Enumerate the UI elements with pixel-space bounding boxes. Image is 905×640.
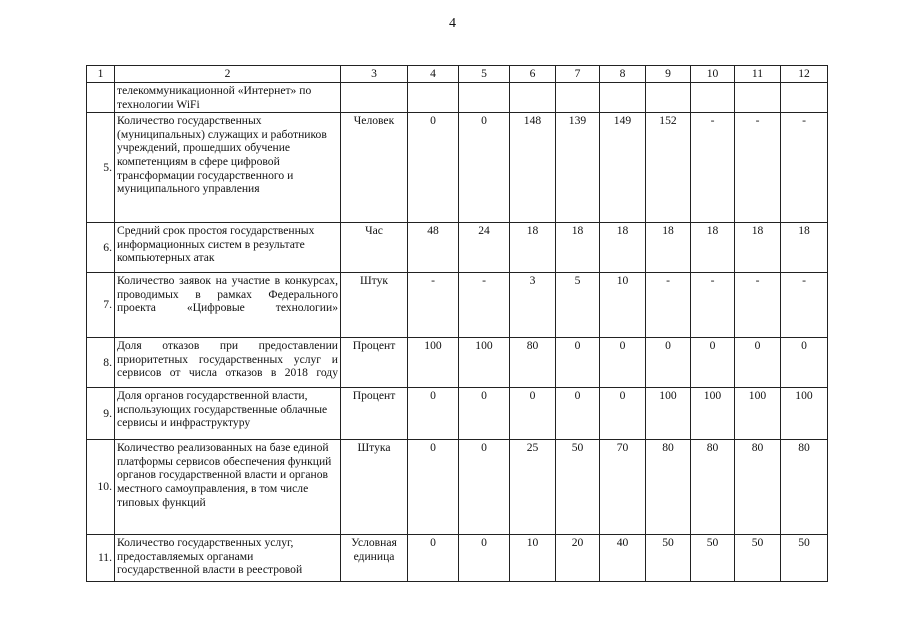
value-cell: 0 — [459, 440, 510, 535]
unit-cell: Условная единица — [341, 535, 408, 582]
column-header: 1 — [87, 66, 115, 83]
value-cell: - — [691, 113, 735, 223]
value-cell: 50 — [735, 535, 781, 582]
unit-cell: Человек — [341, 113, 408, 223]
value-cell: - — [781, 113, 828, 223]
value-cell: 18 — [510, 223, 556, 273]
value-cell: 10 — [600, 273, 646, 338]
value-cell: 80 — [781, 440, 828, 535]
header-row — [87, 66, 828, 83]
indicator-name: Количество государственных услуг, предоставляемых органами государственной власти в реестровой — [115, 535, 341, 582]
table-row — [87, 273, 828, 338]
column-header: 11 — [735, 66, 781, 83]
value-cell: 148 — [510, 113, 556, 223]
column-header: 3 — [341, 66, 408, 83]
unit-cell: Час — [341, 223, 408, 273]
value-cell: 0 — [646, 338, 691, 388]
unit-cell: Процент — [341, 338, 408, 388]
value-cell: 18 — [600, 223, 646, 273]
row-number: 6. — [87, 223, 115, 273]
value-cell: 100 — [781, 388, 828, 440]
unit-cell: Штук — [341, 273, 408, 338]
value-cell — [600, 83, 646, 113]
value-cell: 18 — [691, 223, 735, 273]
value-cell: - — [735, 273, 781, 338]
value-cell — [735, 83, 781, 113]
unit-cell: Штука — [341, 440, 408, 535]
column-header: 7 — [556, 66, 600, 83]
value-cell — [556, 83, 600, 113]
value-cell: - — [691, 273, 735, 338]
column-header: 6 — [510, 66, 556, 83]
value-cell — [459, 83, 510, 113]
value-cell: 0 — [459, 113, 510, 223]
value-cell: 80 — [735, 440, 781, 535]
value-cell: 25 — [510, 440, 556, 535]
value-cell: 0 — [408, 535, 459, 582]
value-cell: 100 — [459, 338, 510, 388]
row-number: 5. — [87, 113, 115, 223]
indicator-name: Количество реализованных на базе единой платформы сервисов обеспечения функций органов государственной власти и органов местного самоуправления, в том числе типовых функций — [115, 440, 341, 535]
value-cell: 50 — [646, 535, 691, 582]
value-cell: 48 — [408, 223, 459, 273]
column-header: 8 — [600, 66, 646, 83]
value-cell — [408, 83, 459, 113]
value-cell: 0 — [600, 338, 646, 388]
value-cell: 5 — [556, 273, 600, 338]
value-cell: 100 — [646, 388, 691, 440]
indicator-name: Количество государственных (муниципальных) служащих и работников учреждений, прошедших обучение компетенциям в сфере цифровой трансформации государственного и муниципального управления — [115, 113, 341, 223]
value-cell: 18 — [735, 223, 781, 273]
indicator-name: Количество заявок на участие в конкурсах, проводимых в рамках Федерального проекта «Цифровые технологии» — [115, 273, 341, 338]
value-cell: - — [646, 273, 691, 338]
indicator-name: телекоммуникационной «Интернет» по технологии WiFi — [115, 83, 341, 113]
value-cell: 50 — [781, 535, 828, 582]
column-header: 4 — [408, 66, 459, 83]
column-header: 10 — [691, 66, 735, 83]
value-cell: 0 — [408, 113, 459, 223]
page-number: 4 — [449, 16, 456, 31]
value-cell: - — [781, 273, 828, 338]
value-cell: 80 — [510, 338, 556, 388]
value-cell: 0 — [408, 388, 459, 440]
unit-cell: Процент — [341, 388, 408, 440]
table-row — [87, 338, 828, 388]
value-cell: 18 — [781, 223, 828, 273]
value-cell: 20 — [556, 535, 600, 582]
value-cell: 18 — [646, 223, 691, 273]
value-cell: 0 — [781, 338, 828, 388]
row-number: 8. — [87, 338, 115, 388]
row-number: 11. — [87, 535, 115, 582]
value-cell: 0 — [459, 535, 510, 582]
indicators-table — [86, 65, 828, 582]
indicator-name: Средний срок простоя государственных информационных систем в результате компьютерных атак — [115, 223, 341, 273]
row-number: 10. — [87, 440, 115, 535]
table-row — [87, 83, 828, 113]
value-cell — [781, 83, 828, 113]
value-cell: 70 — [600, 440, 646, 535]
value-cell: 3 — [510, 273, 556, 338]
value-cell: 80 — [646, 440, 691, 535]
column-header: 12 — [781, 66, 828, 83]
value-cell: 100 — [691, 388, 735, 440]
indicator-name: Доля отказов при предоставлении приоритетных государственных услуг и сервисов от числа отказов в 2018 году — [115, 338, 341, 388]
value-cell: - — [735, 113, 781, 223]
value-cell: 50 — [691, 535, 735, 582]
table-row — [87, 113, 828, 223]
value-cell — [646, 83, 691, 113]
value-cell: 0 — [459, 388, 510, 440]
table-row — [87, 223, 828, 273]
table-row — [87, 388, 828, 440]
column-header: 5 — [459, 66, 510, 83]
table-row — [87, 535, 828, 582]
table-row — [87, 440, 828, 535]
row-number: 9. — [87, 388, 115, 440]
value-cell: 50 — [556, 440, 600, 535]
value-cell: 0 — [408, 440, 459, 535]
value-cell: - — [408, 273, 459, 338]
row-number: 7. — [87, 273, 115, 338]
row-number — [87, 83, 115, 113]
value-cell: 152 — [646, 113, 691, 223]
value-cell: 0 — [735, 338, 781, 388]
value-cell: 139 — [556, 113, 600, 223]
value-cell: 0 — [510, 388, 556, 440]
indicator-name: Доля органов государственной власти, использующих государственные облачные сервисы и инфраструктуру — [115, 388, 341, 440]
value-cell: 10 — [510, 535, 556, 582]
unit-cell — [341, 83, 408, 113]
column-header: 2 — [115, 66, 341, 83]
value-cell: 100 — [735, 388, 781, 440]
value-cell: 18 — [556, 223, 600, 273]
value-cell: 0 — [556, 338, 600, 388]
value-cell: 80 — [691, 440, 735, 535]
value-cell: 149 — [600, 113, 646, 223]
value-cell — [510, 83, 556, 113]
value-cell: 0 — [691, 338, 735, 388]
value-cell: - — [459, 273, 510, 338]
value-cell — [691, 83, 735, 113]
value-cell: 40 — [600, 535, 646, 582]
value-cell: 100 — [408, 338, 459, 388]
value-cell: 24 — [459, 223, 510, 273]
column-header: 9 — [646, 66, 691, 83]
value-cell: 0 — [600, 388, 646, 440]
value-cell: 0 — [556, 388, 600, 440]
